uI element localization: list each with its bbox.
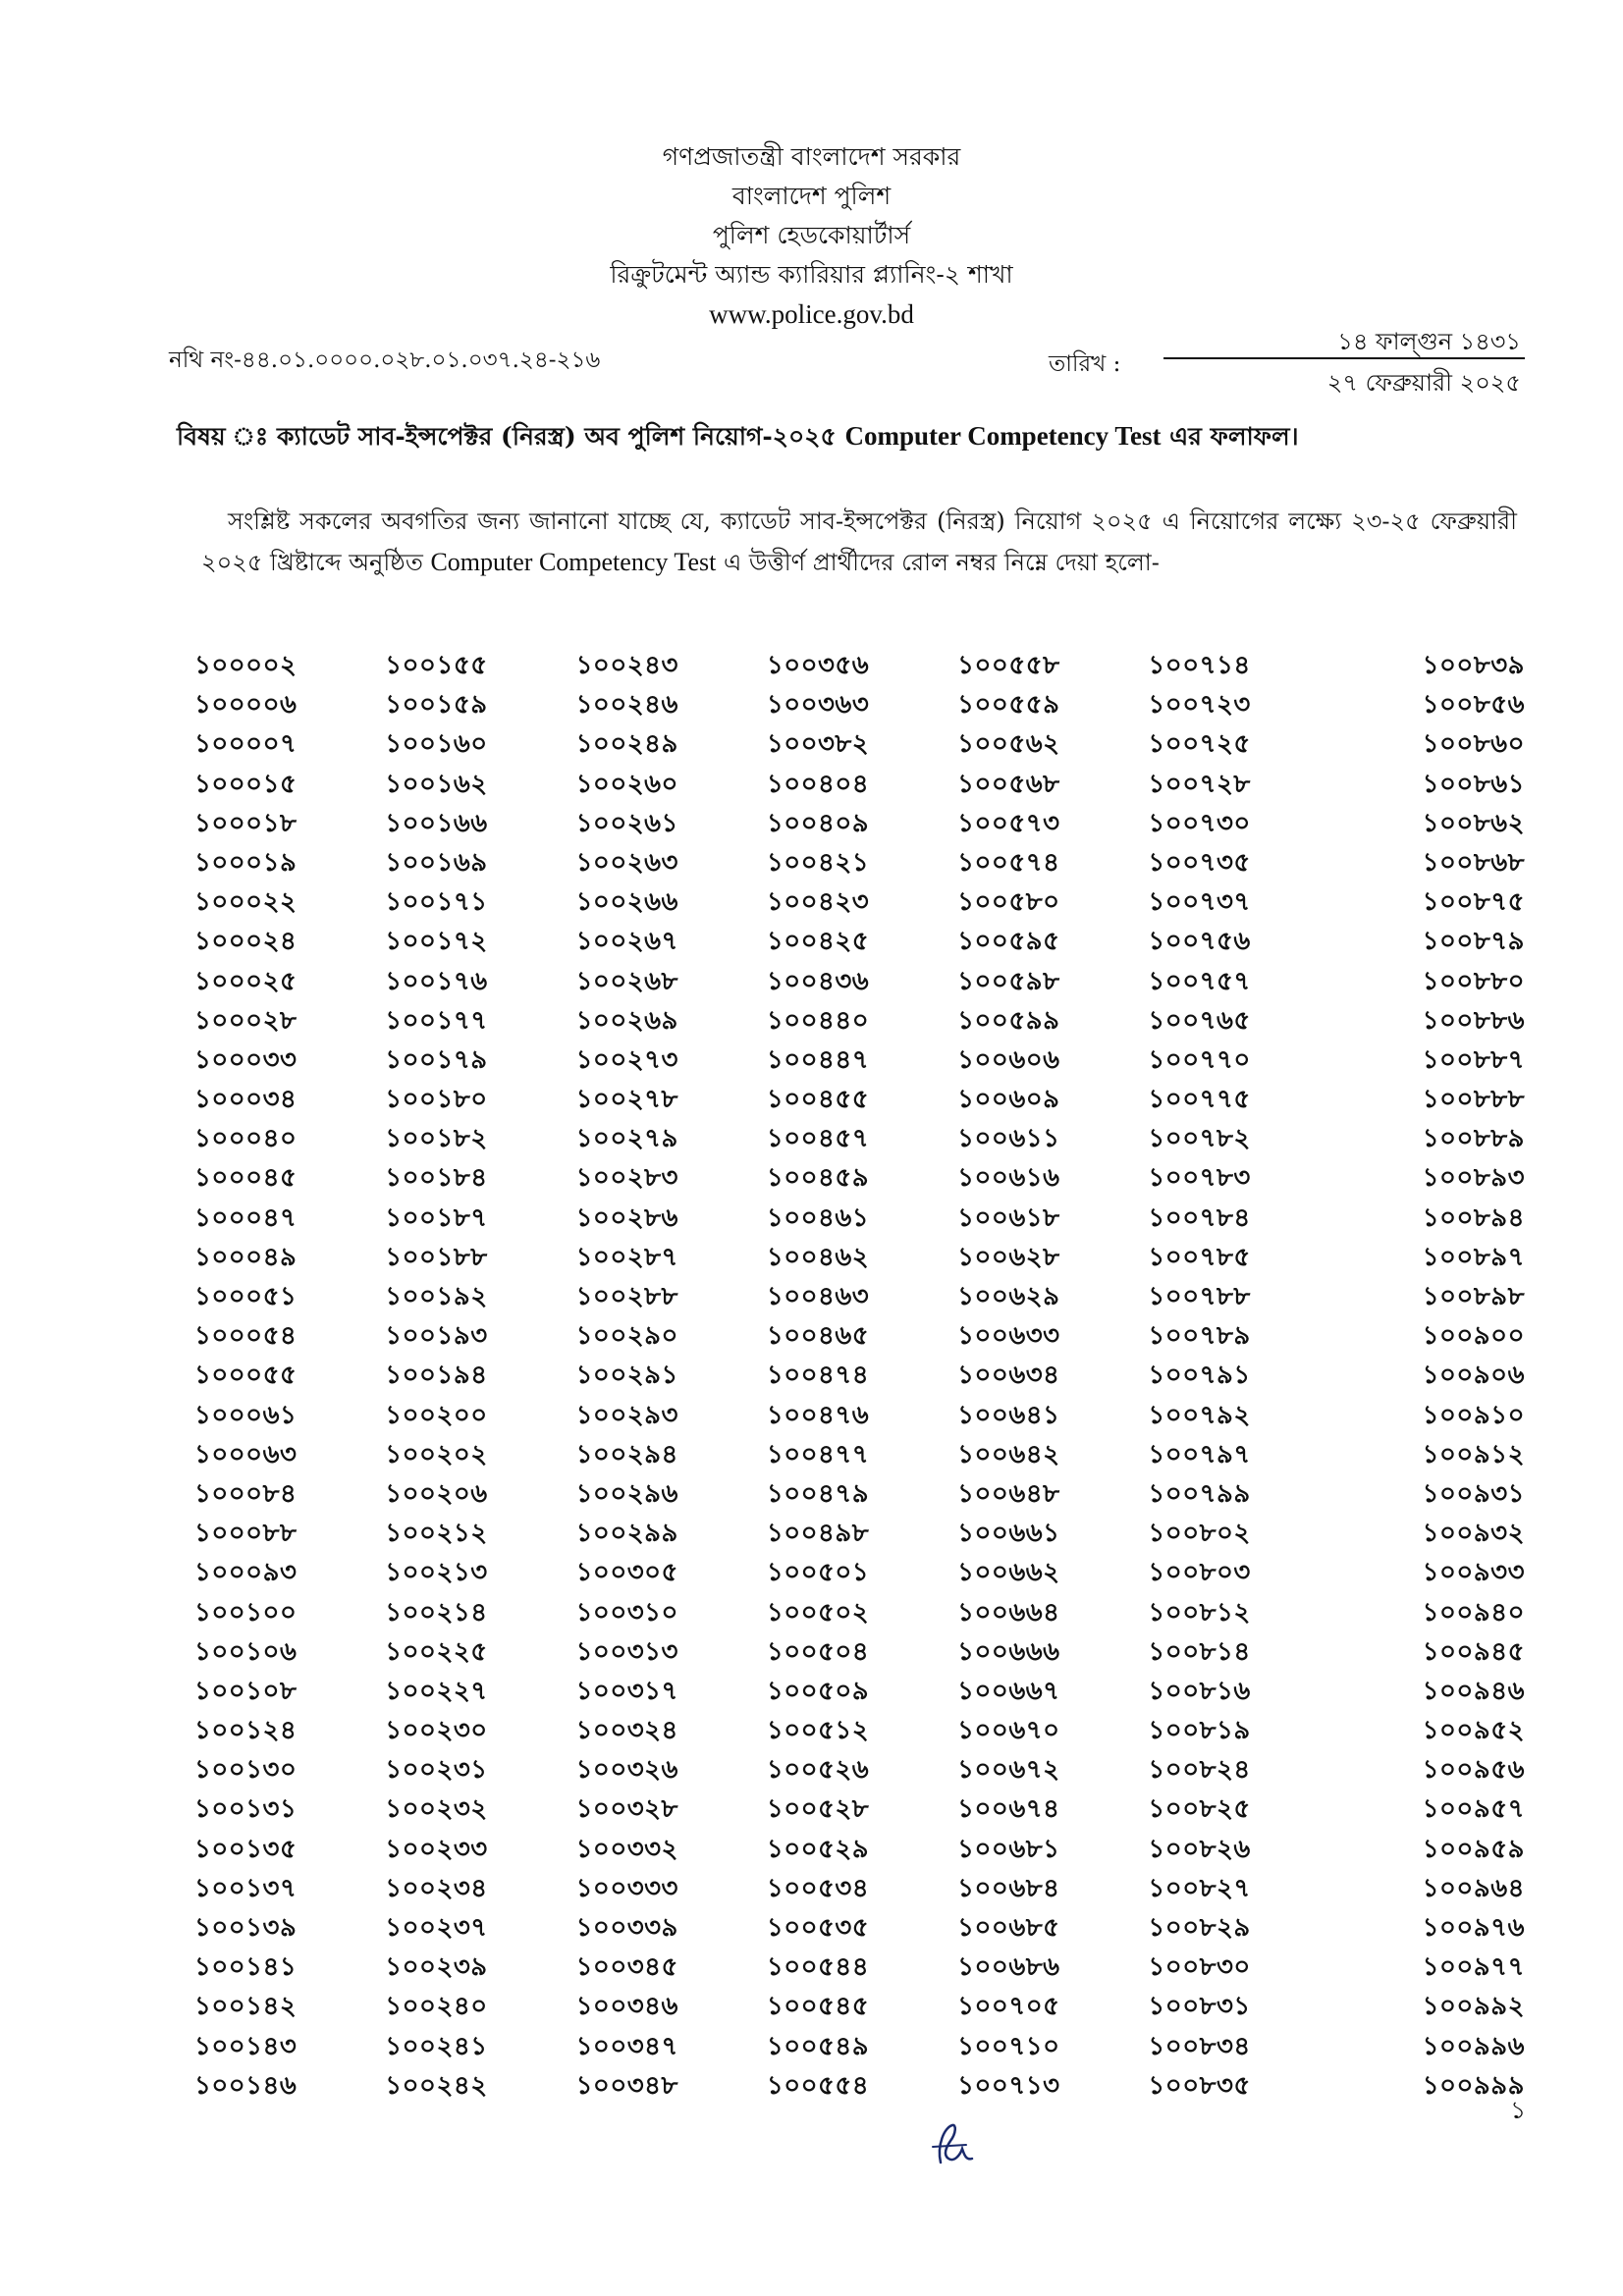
roll-number: ১০০৮২৫ <box>1148 1794 1251 1825</box>
roll-number: ১০০৯৫২ <box>1422 1716 1525 1746</box>
roll-number: ১০০৮৫৬ <box>1422 690 1525 721</box>
roll-number: ১০০১৬০ <box>385 729 488 760</box>
department-name: বাংলাদেশ পুলিশ <box>731 182 892 210</box>
roll-number: ১০০৪৭৯ <box>766 1478 870 1509</box>
roll-number: ১০০৫৩৫ <box>766 1913 870 1943</box>
roll-number: ১০০৮১৯ <box>1148 1716 1251 1746</box>
roll-number: ১০০৩৩৩ <box>575 1873 678 1903</box>
roll-number: ১০০৯৫৯ <box>1422 1834 1525 1864</box>
roll-number: ১০০৬১১ <box>957 1124 1060 1154</box>
roll-number: ১০০১০৮ <box>194 1676 298 1706</box>
roll-number: ১০০২৬৭ <box>575 927 678 957</box>
roll-number: ১০০১৮২ <box>385 1124 488 1154</box>
roll-number: ১০০৮৩১ <box>1148 1992 1251 2022</box>
roll-number: ১০০৮৮০ <box>1422 966 1525 996</box>
roll-number: ১০০৯৩৩ <box>1422 1558 1525 1588</box>
paragraph-line-2 <box>201 542 1517 583</box>
roll-number: ১০০১৩৭ <box>194 1873 298 1903</box>
roll-number: ১০০৮৬৮ <box>1422 847 1525 878</box>
roll-number: ১০০৮০২ <box>1148 1519 1251 1549</box>
roll-number: ১০০৬৬৭ <box>957 1676 1060 1706</box>
roll-number: ১০০৭৮৯ <box>1148 1321 1251 1352</box>
roll-number: ১০০০১৯ <box>194 847 298 878</box>
roll-number: ১০০৩৩৯ <box>575 1913 678 1943</box>
roll-number: ১০০৭১৩ <box>957 2070 1060 2101</box>
roll-number: ১০০০৬১ <box>194 1400 298 1430</box>
roll-number: ১০০০৪৫ <box>194 1163 298 1194</box>
roll-number: ১০০২৬০ <box>575 769 678 799</box>
roll-number: ১০০২৯০ <box>575 1321 678 1352</box>
roll-number: ১০০১৬৯ <box>385 847 488 878</box>
roll-number: ১০০৩২৪ <box>575 1716 678 1746</box>
roll-number: ১০০৩২৮ <box>575 1794 678 1825</box>
roll-number: ১০০১৪১ <box>194 1952 298 1983</box>
roll-number: ১০০৭১৪ <box>1148 651 1251 680</box>
roll-number: ১০০৫৫৮ <box>957 651 1060 680</box>
roll-number: ১০০৬৭৪ <box>957 1794 1060 1825</box>
roll-number: ১০০৯৪০ <box>1422 1597 1525 1628</box>
roll-number: ১০০০০২ <box>194 651 298 680</box>
roll-number: ১০০৫৬২ <box>957 729 1060 760</box>
roll-number: ১০০৩৪৬ <box>575 1992 678 2022</box>
roll-number: ১০০০৪৯ <box>194 1242 298 1272</box>
page-number: ১ <box>1510 2096 1527 2124</box>
roll-number: ১০০১২৪ <box>194 1716 298 1746</box>
roll-number: ১০০৪৯৮ <box>766 1519 870 1549</box>
roll-number: ১০০৭০৫ <box>957 1992 1060 2022</box>
roll-number: ১০০৫৭৪ <box>957 847 1060 878</box>
roll-number: ১০০৩৪৭ <box>575 2031 678 2061</box>
roll-number: ১০০৭৭০ <box>1148 1044 1251 1075</box>
roll-number: ১০০১৭২ <box>385 927 488 957</box>
roll-number: ১০০৪৬৫ <box>766 1321 870 1352</box>
roll-number: ১০০৮৮৬ <box>1422 1005 1525 1036</box>
roll-number: ১০০০২৪ <box>194 927 298 957</box>
roll-number: ১০০১৯৪ <box>385 1361 488 1391</box>
roll-number: ১০০১৮০ <box>385 1085 488 1115</box>
roll-number: ১০০০২৮ <box>194 1005 298 1036</box>
roll-number: ১০০৪৭৭ <box>766 1439 870 1469</box>
roll-number: ১০০৬৬২ <box>957 1558 1060 1588</box>
roll-number: ১০০৪৭৪ <box>766 1361 870 1391</box>
roll-number: ১০০০৩৩ <box>194 1044 298 1075</box>
roll-number: ১০০৪০৪ <box>766 769 870 799</box>
roll-number: ১০০৬৪৮ <box>957 1478 1060 1509</box>
roll-number: ১০০৯১২ <box>1422 1439 1525 1469</box>
roll-number: ১০০৫২৮ <box>766 1794 870 1825</box>
roll-number: ১০০৬২৮ <box>957 1242 1060 1272</box>
roll-number: ১০০৫৪৪ <box>766 1952 870 1983</box>
roll-number: ১০০১৩৫ <box>194 1834 298 1864</box>
roll-number: ১০০৮১৪ <box>1148 1636 1251 1667</box>
roll-number: ১০০৮৭৯ <box>1422 927 1525 957</box>
roll-number: ১০০১৪৬ <box>194 2070 298 2101</box>
roll-number: ১০০৬০৬ <box>957 1044 1060 1075</box>
roll-number: ১০০৮৩৪ <box>1148 2031 1251 2061</box>
roll-number: ১০০৮৩৯ <box>1422 651 1525 680</box>
roll-number: ১০০০০৬ <box>194 690 298 721</box>
roll-number: ১০০৮৯৩ <box>1422 1163 1525 1194</box>
roll-number: ১০০১৮৪ <box>385 1163 488 1194</box>
roll-number: ১০০২৩০ <box>385 1716 488 1746</box>
roll-number: ১০০৭২৮ <box>1148 769 1251 799</box>
roll-number: ১০০২০০ <box>385 1400 488 1430</box>
roll-number: ১০০৫৪৯ <box>766 2031 870 2061</box>
roll-number: ১০০৭২৩ <box>1148 690 1251 721</box>
roll-number: ১০০৪০৯ <box>766 808 870 838</box>
roll-number: ১০০৩১০ <box>575 1597 678 1628</box>
roll-number: ১০০০৮৮ <box>194 1519 298 1549</box>
roll-number: ১০০২৪৯ <box>575 729 678 760</box>
roll-number: ১০০২৭৮ <box>575 1085 678 1115</box>
roll-number: ১০০২৬৮ <box>575 966 678 996</box>
roll-number: ১০০২৩৩ <box>385 1834 488 1864</box>
roll-number: ১০০৩১৭ <box>575 1676 678 1706</box>
roll-number: ১০০৪২৩ <box>766 887 870 918</box>
website-link[interactable]: www.police.gov.bd <box>709 299 914 329</box>
roll-number: ১০০৮৬১ <box>1422 769 1525 799</box>
govt-name: গণপ্রজাতন্ত্রী বাংলাদেশ সরকার <box>662 142 961 171</box>
roll-number: ১০০২৮৮ <box>575 1282 678 1311</box>
roll-number: ১০০৫০৪ <box>766 1636 870 1667</box>
roll-number: ১০০৮২৪ <box>1148 1755 1251 1786</box>
roll-number: ১০০০০৭ <box>194 729 298 760</box>
roll-number: ১০০৮৩৫ <box>1148 2070 1251 2101</box>
roll-number: ১০০৮৯৮ <box>1422 1282 1525 1311</box>
branch-name: রিক্রুটমেন্ট অ্যান্ড ক্যারিয়ার প্ল্যানিং-২ শাখা <box>610 260 1013 289</box>
roll-number: ১০০৮৩০ <box>1148 1952 1251 1983</box>
roll-number: ১০০২৯৩ <box>575 1400 678 1430</box>
roll-number: ১০০৬৪১ <box>957 1400 1060 1430</box>
roll-number: ১০০৬৮৬ <box>957 1952 1060 1983</box>
roll-number: ১০০৯৪৬ <box>1422 1676 1525 1706</box>
roll-number: ১০০৫৬৮ <box>957 769 1060 799</box>
date-block <box>1163 324 1525 404</box>
roll-number: ১০০১৯৩ <box>385 1321 488 1352</box>
roll-number: ১০০৩০৫ <box>575 1558 678 1588</box>
roll-number: ১০০৫০১ <box>766 1558 870 1588</box>
roll-number: ১০০৪৫৫ <box>766 1085 870 1115</box>
roll-number: ১০০৯৭৬ <box>1422 1913 1525 1943</box>
roll-number: ১০০১৬২ <box>385 769 488 799</box>
roll-number: ১০০৩৩২ <box>575 1834 678 1864</box>
roll-number: ১০০০৬৩ <box>194 1439 298 1469</box>
roll-number: ১০০৮৯৭ <box>1422 1242 1525 1272</box>
roll-number: ১০০৩৪৮ <box>575 2070 678 2101</box>
roll-number: ১০০০২২ <box>194 887 298 918</box>
roll-number: ১০০৮৬০ <box>1422 729 1525 760</box>
roll-number: ১০০৪৬৩ <box>766 1282 870 1311</box>
roll-number: ১০০৪৪০ <box>766 1005 870 1036</box>
roll-number: ১০০৬১৬ <box>957 1163 1060 1194</box>
roll-number: ১০০২৬৩ <box>575 847 678 878</box>
notice-paragraph <box>201 501 1517 583</box>
roll-number: ১০০৮৭৫ <box>1422 887 1525 918</box>
roll-number: ১০০০৫১ <box>194 1282 298 1311</box>
roll-number: ১০০২৭৯ <box>575 1124 678 1154</box>
roll-number: ১০০২৯৪ <box>575 1439 678 1469</box>
paragraph-line-2-start: ২০২৫ খ্রিষ্টাব্দে অনুষ্ঠিত <box>201 549 423 576</box>
roll-number: ১০০২০৬ <box>385 1478 488 1509</box>
roll-number: ১০০১৪৩ <box>194 2031 298 2061</box>
roll-number: ১০০৭৩০ <box>1148 808 1251 838</box>
roll-number: ১০০৯৭৭ <box>1422 1952 1525 1983</box>
roll-number: ১০০৬৮১ <box>957 1834 1060 1864</box>
roll-number: ১০০৬৮৫ <box>957 1913 1060 1943</box>
roll-number: ১০০৫৫৯ <box>957 690 1060 721</box>
roll-number: ১০০৫৭৩ <box>957 808 1060 838</box>
paragraph-line-2-end: এ উত্তীর্ণ প্রার্থীদের রোল নম্বর নিম্নে দেয়া হলো- <box>723 549 1160 576</box>
memo-number: নথি নং-৪৪.০১.০০০০.০২৮.০১.০৩৭.২৪-২১৬ <box>169 347 601 373</box>
roll-number: ১০০৫২৬ <box>766 1755 870 1786</box>
roll-number: ১০০৭৯২ <box>1148 1400 1251 1430</box>
roll-number: ১০০২৬১ <box>575 808 678 838</box>
roll-number: ১০০২৮৭ <box>575 1242 678 1272</box>
roll-number: ১০০৪৬২ <box>766 1242 870 1272</box>
roll-number: ১০০১৫৫ <box>385 651 488 680</box>
roll-number: ১০০৯০০ <box>1422 1321 1525 1352</box>
roll-number: ১০০২৩১ <box>385 1755 488 1786</box>
roll-number: ১০০৬৪২ <box>957 1439 1060 1469</box>
roll-number: ১০০৫৪৫ <box>766 1992 870 2022</box>
roll-number: ১০০৪৩৬ <box>766 966 870 996</box>
roll-number: ১০০৫৯৮ <box>957 966 1060 996</box>
roll-number: ১০০৬২৯ <box>957 1282 1060 1311</box>
roll-number: ১০০৭৬৫ <box>1148 1005 1251 1036</box>
roll-number: ১০০৭৭৫ <box>1148 1085 1251 1115</box>
roll-number: ১০০৫০৯ <box>766 1676 870 1706</box>
roll-number: ১০০৬৭২ <box>957 1755 1060 1786</box>
roll-number: ১০০৮৮৮ <box>1422 1085 1525 1115</box>
roll-number: ১০০০৫৫ <box>194 1361 298 1391</box>
roll-number: ১০০২৮৬ <box>575 1202 678 1233</box>
roll-number: ১০০৭১০ <box>957 2031 1060 2061</box>
roll-number: ১০০০২৫ <box>194 966 298 996</box>
roll-number: ১০০১৫৯ <box>385 690 488 721</box>
roll-number: ১০০০৫৪ <box>194 1321 298 1352</box>
roll-number: ১০০০১৫ <box>194 769 298 799</box>
roll-number: ১০০২৪০ <box>385 1992 488 2022</box>
roll-number: ১০০৩৪৫ <box>575 1952 678 1983</box>
subject-english: Computer Competency Test <box>844 421 1162 451</box>
roll-number: ১০০৫৮০ <box>957 887 1060 918</box>
roll-number: ১০০০৯৩ <box>194 1558 298 1588</box>
roll-number: ১০০৯৫৭ <box>1422 1794 1525 1825</box>
roll-number: ১০০১০৬ <box>194 1636 298 1667</box>
paragraph-line-2-english: Computer Competency Test <box>430 548 717 576</box>
subject-suffix: এর ফলাফল। <box>1169 422 1299 451</box>
roll-number: ১০০৭৮৩ <box>1148 1163 1251 1194</box>
roll-number: ১০০৬৬৪ <box>957 1597 1060 1628</box>
roll-number: ১০০৭৯৯ <box>1148 1478 1251 1509</box>
roll-number: ১০০৭৮৫ <box>1148 1242 1251 1272</box>
roll-number: ১০০১৭৬ <box>385 966 488 996</box>
roll-number: ১০০৮২৭ <box>1148 1873 1251 1903</box>
roll-number: ১০০৫১২ <box>766 1716 870 1746</box>
roll-number: ১০০২৬৯ <box>575 1005 678 1036</box>
roll-number: ১০০৬৩৪ <box>957 1361 1060 1391</box>
roll-number: ১০০২০২ <box>385 1439 488 1469</box>
roll-number: ১০০২৮৩ <box>575 1163 678 1194</box>
roll-number: ১০০১৭৯ <box>385 1044 488 1075</box>
roll-number: ১০০২৪৬ <box>575 690 678 721</box>
roll-number: ১০০৩৬৩ <box>766 690 870 721</box>
roll-number: ১০০৬৬৬ <box>957 1636 1060 1667</box>
roll-number: ১০০২৬৬ <box>575 887 678 918</box>
roll-number: ১০০১৭৭ <box>385 1005 488 1036</box>
office-name: পুলিশ হেডকোয়ার্টার্স <box>712 221 911 249</box>
roll-number: ১০০১৮৮ <box>385 1242 488 1272</box>
roll-number: ১০০৮১২ <box>1148 1597 1251 1628</box>
roll-number: ১০০৯৬৪ <box>1422 1873 1525 1903</box>
roll-number: ১০০১৪২ <box>194 1992 298 2022</box>
subject-prefix: বিষয় ঃ ক্যাডেট সাব-ইন্সপেক্টর (নিরস্ত্র) অব পুলিশ নিয়োগ-২০২৫ <box>177 422 837 451</box>
roll-number: ১০০৫২৯ <box>766 1834 870 1864</box>
roll-number: ১০০১৭১ <box>385 887 488 918</box>
roll-number: ১০০৯৯৬ <box>1422 2031 1525 2061</box>
roll-number: ১০০৫৫৪ <box>766 2070 870 2101</box>
roll-number: ১০০৯৩২ <box>1422 1519 1525 1549</box>
roll-number: ১০০৪৪৭ <box>766 1044 870 1075</box>
roll-number: ১০০০৩৪ <box>194 1085 298 1115</box>
roll-number: ১০০২২৭ <box>385 1676 488 1706</box>
roll-number: ১০০৮০৩ <box>1148 1558 1251 1588</box>
roll-number: ১০০৬৮৪ <box>957 1873 1060 1903</box>
roll-number: ১০০২১৩ <box>385 1558 488 1588</box>
roll-number: ১০০২৪২ <box>385 2070 488 2101</box>
roll-number: ১০০২১৪ <box>385 1597 488 1628</box>
roll-number: ১০০৮৯৪ <box>1422 1202 1525 1233</box>
roll-number: ১০০১৩৯ <box>194 1913 298 1943</box>
roll-number: ১০০১৬৬ <box>385 808 488 838</box>
roll-number: ১০০১৯২ <box>385 1282 488 1311</box>
roll-number: ১০০২৩২ <box>385 1794 488 1825</box>
roll-number: ১০০৭৫৬ <box>1148 927 1251 957</box>
roll-number: ১০০৯৫৬ <box>1422 1755 1525 1786</box>
roll-number: ১০০১৮৭ <box>385 1202 488 1233</box>
roll-number: ১০০৭৮৮ <box>1148 1282 1251 1311</box>
roll-number: ১০০৪৫৯ <box>766 1163 870 1194</box>
roll-number: ১০০৩৫৬ <box>766 651 870 680</box>
roll-number: ১০০০১৮ <box>194 808 298 838</box>
roll-number: ১০০২৯৬ <box>575 1478 678 1509</box>
roll-number: ১০০৮১৬ <box>1148 1676 1251 1706</box>
roll-number: ১০০২৯৯ <box>575 1519 678 1549</box>
roll-number: ১০০৭৩৭ <box>1148 887 1251 918</box>
roll-number: ১০০১৩১ <box>194 1794 298 1825</box>
roll-number: ১০০২৩৯ <box>385 1952 488 1983</box>
roll-number: ১০০৭৩৫ <box>1148 847 1251 878</box>
roll-number: ১০০২৩৪ <box>385 1873 488 1903</box>
roll-number: ১০০৭৮৪ <box>1148 1202 1251 1233</box>
roll-number: ১০০৩১৩ <box>575 1636 678 1667</box>
roll-number: ১০০৯১০ <box>1422 1400 1525 1430</box>
subject-line <box>177 417 1299 459</box>
roll-number: ১০০২১২ <box>385 1519 488 1549</box>
roll-number: ১০০৬৭০ <box>957 1716 1060 1746</box>
roll-number: ১০০৯৯২ <box>1422 1992 1525 2022</box>
gregorian-date: ২৭ ফেব্রুয়ারী ২০২৫ <box>1326 369 1521 397</box>
roll-number: ১০০২২৫ <box>385 1636 488 1667</box>
roll-number: ১০০৫৯৫ <box>957 927 1060 957</box>
roll-number: ১০০২৯১ <box>575 1361 678 1391</box>
roll-number: ১০০৮৬২ <box>1422 808 1525 838</box>
initial-signature <box>923 2115 982 2174</box>
roll-number: ১০০৪৬১ <box>766 1202 870 1233</box>
roll-number: ১০০৯৯৯ <box>1422 2070 1525 2101</box>
roll-number: ১০০৯৩১ <box>1422 1478 1525 1509</box>
roll-number: ১০০০৪৭ <box>194 1202 298 1233</box>
roll-number: ১০০৯০৬ <box>1422 1361 1525 1391</box>
roll-number: ১০০৮৮৯ <box>1422 1124 1525 1154</box>
roll-number: ১০০৬১৮ <box>957 1202 1060 1233</box>
paragraph-line-1: সংশ্লিষ্ট সকলের অবগতির জন্য জানানো যাচ্ছে যে, ক্যাডেট সাব-ইন্সপেক্টর (নিরস্ত্র) নিয়োগ ২০২৫ এ নিয়োগের লক্ষ্যে ২৩-২৫ ফেব্রুয়ারী <box>228 507 1517 535</box>
roll-number: ১০০৪৫৭ <box>766 1124 870 1154</box>
roll-number: ১০০০৮৪ <box>194 1478 298 1509</box>
roll-number: ১০০২৩৭ <box>385 1913 488 1943</box>
roll-number: ১০০৮২৬ <box>1148 1834 1251 1864</box>
bangla-date: ১৪ ফাল্গুন ১৪৩১ <box>1163 324 1525 359</box>
roll-number: ১০০৩২৬ <box>575 1755 678 1786</box>
roll-number: ১০০২৭৩ <box>575 1044 678 1075</box>
roll-number: ১০০২৪১ <box>385 2031 488 2061</box>
roll-number: ১০০১০০ <box>194 1597 298 1628</box>
roll-number: ১০০২৪৩ <box>575 651 678 680</box>
roll-number: ১০০৯৪৫ <box>1422 1636 1525 1667</box>
roll-number: ১০০৫৯৯ <box>957 1005 1060 1036</box>
roll-number: ১০০৩৮২ <box>766 729 870 760</box>
roll-number: ১০০৭৮২ <box>1148 1124 1251 1154</box>
roll-number: ১০০৭৯৭ <box>1148 1439 1251 1469</box>
roll-number: ১০০৭২৫ <box>1148 729 1251 760</box>
roll-number: ১০০৪২১ <box>766 847 870 878</box>
roll-number: ১০০৮৮৭ <box>1422 1044 1525 1075</box>
roll-number: ১০০৪২৫ <box>766 927 870 957</box>
roll-number: ১০০৬৬১ <box>957 1519 1060 1549</box>
roll-number: ১০০৫৩৪ <box>766 1873 870 1903</box>
roll-number-grid <box>194 646 1530 2106</box>
roll-number: ১০০০৪০ <box>194 1124 298 1154</box>
roll-number: ১০০৫০২ <box>766 1597 870 1628</box>
roll-number: ১০০১৩০ <box>194 1755 298 1786</box>
roll-number: ১০০৮২৯ <box>1148 1913 1251 1943</box>
roll-number: ১০০৬৩৩ <box>957 1321 1060 1352</box>
date-label: তারিখ : <box>1049 351 1121 377</box>
roll-number: ১০০৪৭৬ <box>766 1400 870 1430</box>
roll-number: ১০০৬০৯ <box>957 1085 1060 1115</box>
roll-number: ১০০৭৫৭ <box>1148 966 1251 996</box>
letterhead <box>0 137 1623 334</box>
roll-number: ১০০৭৯১ <box>1148 1361 1251 1391</box>
